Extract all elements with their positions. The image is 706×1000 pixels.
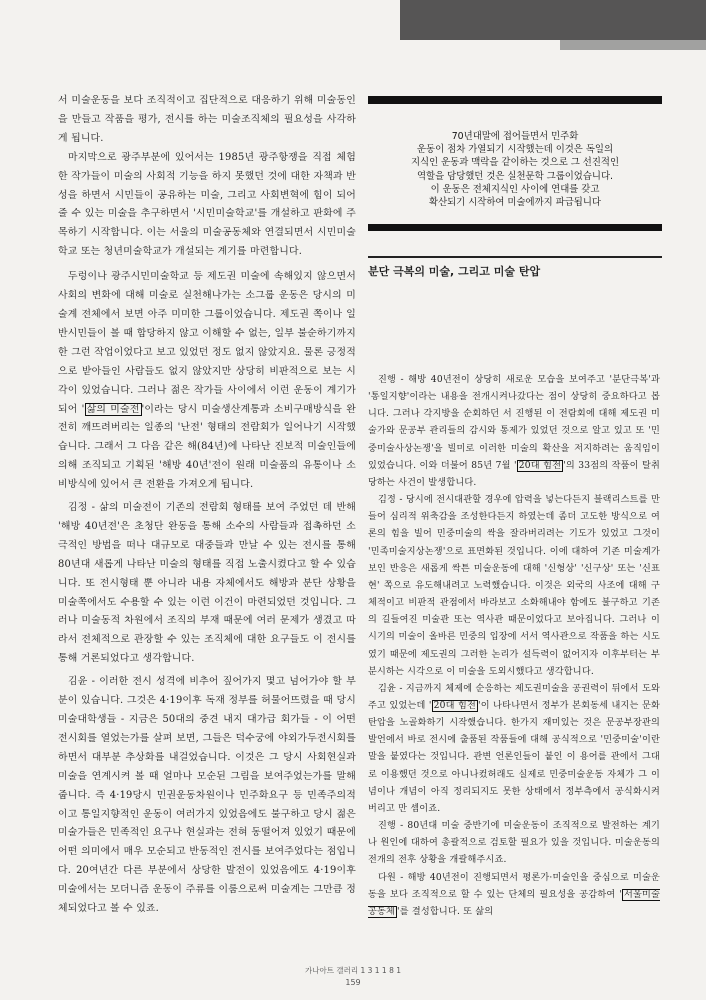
paragraph: 김윤 - 이러한 전시 성격에 비추어 짚어가지 몇고 넘어가야 할 부분이 있습니다. 그것은 4·19이후 독재 정부를 허물어뜨렸을 때 당시 미술대학생들 - 지금은 50대의 중견 내지 대가급 회가들 - 이 어떤 전시회를 열었는가를 살펴 보면, 그들은 덕수궁에 야외가두전시회를 하면서 대부분 추상화를 내걸었습니다. 이것은 그 당시 사회현실과 미술을 연계시켜 볼 때 얼마나 모순된 그림을 보여주었는가를 말해 줍니다. 즉 4·19당시 민권운동차원이나 민주화요구 등 민족주의적이고 통일지향적인 운동이 여러가지 있었음에도 불구하고 당시 젊은 미술가들은 민족적인 요구나 현실과는 전혀 동떨어져 있었기 때문에 어떤 의미에서 매우 모순되고 반동적인 전시를 보여주었다는 점입니다. 20여년간 다른 부분에서 상당한 발전이 있었음에도 4·19이후 미술에서는 모더니즘 운동이 주류를 이룸으로써 미술계는 그만큼 정체되었다고 볼 수 있죠. <box>58 676 356 915</box>
highlighted-term: 20대 힘전 <box>433 700 477 711</box>
page-number: 159 <box>345 978 361 987</box>
paragraph: 서 미술운동을 보다 조직적이고 집단적으로 대응하기 위해 미술동인을 만들고 작품을 평가, 전시를 하는 미술조직체의 필요성을 사각하게 됩니다. <box>58 95 356 144</box>
paragraph: 진행 - 해방 40년전이 상당히 새로운 모습을 보여주고 '분단극복'과 '통일지향'이라는 내용을 전개시켜나갔다는 점이 상당히 중요하다고 봅니다. 그러나 각지방을 순회하던 서 진행된 이 전람회에 대해 제도권 미술가와 문공부 관리들의 감시와 통제가 있었던 것으로 알고 있고 또 '민중미술사상논쟁'을 빌미로 이러한 미술의 확산을 저지하려는 움직임이 있었습니다. 이와 더불어 85년 7월 ' 20대 힘전 '의 33점의 작품이 탈취당하는 사건이 발생합니다. <box>368 375 661 488</box>
paragraph: 다원 - 해방 40년전이 진행되면서 평론가·미술인을 중심으로 미술운동을 보다 조직적으로 할 수 있는 단체의 필요성을 공감하여 ' 서울미술공동체 '를 결성합니다. 또 삶의 <box>368 872 660 917</box>
scan-corner-shadow-edge <box>560 40 706 50</box>
pull-quote <box>368 96 662 231</box>
paragraph: 마지막으로 광주부분에 있어서는 1985년 광주항쟁을 직접 체험한 작가들이 미술의 사회적 기능을 하지 못했던 것에 대한 자책과 반성을 하면서 시민들이 공유하는 미술, 그리고 사회변혁에 힘이 되어줄 수 있는 미술을 추구하면서 '시민미술학교'를 개설하고 판화에 주목하기 시작합니다. 이는 서울의 미술공동체와 연결되면서 시민미술학교 또는 청년미술학교가 개설되는 계기를 마련합니다. <box>58 151 356 258</box>
page-footer-caption: 가나아트 갤러리 1 3 1 1 8 1 <box>304 966 402 975</box>
highlighted-term: 삶의 미술전 <box>86 403 140 415</box>
highlighted-term: 20대 힘전 <box>518 460 562 471</box>
paragraph: 진행 - 80년대 미술 중반기에 미술운동이 조직적으로 발전하는 계기나 원인에 대하여 총괄적으로 검토할 필요가 있을 것입니다. 미술운동의 전개의 전후 상황을 개괄해주시죠. <box>368 821 660 866</box>
right-column <box>368 372 660 921</box>
paragraph: 김정 - 삶의 미술전이 기존의 전람회 형태를 보여 주었던 데 반해 '해방 40년전'은 초청단 완동을 통해 소수의 사람들과 접촉하던 소극적인 방법을 떠나 대규모로 대중들과 만날 수 있는 전시를 통해 80년대 새롭게 나타난 미술의 형태를 직접 노출시켰다고 할 수 있습니다. 또 전시형태 뿐 아니라 내용 자체에서도 해방과 분단 상황을 미술쪽에서도 수용할 수 있는 이런 이건이 마련되었던 것입니다. 그러나 미술동적 차원에서 조직의 부재 때문에 여러 문제가 생겼고 따라서 전체적으로 관장할 수 있는 조직체에 대한 요구들도 이 전시를 통해 거론되었다고 생각합니다. <box>58 502 356 665</box>
pull-quote-text: 70년대말에 접어들면서 민주화 운동이 점차 가열되기 시작했는데 이것은 독일의 지식인 운동과 맥락을 같이하는 것으로 그 선진적인 역할을 담당했던 것은 실천문학 그룹이었습니다. 이 운동은 전체지식인 사이에 연대를 갖고 확산되기 시작하여 미술에까지 파급됩니다 <box>410 131 620 209</box>
section-divider <box>368 256 662 258</box>
quote-rule-bottom <box>368 224 662 231</box>
paragraph: 두렁이나 광주시민미술학교 등 제도권 미술에 속해있지 않으면서 사회의 변화에 대해 미술로 실천해나가는 소그룹 운동은 당시의 미술계 전체에서 보면 아주 미미한 그룹이었습니다. 제도권 쪽이나 일반시민들이 볼 때 합당하지 않고 이해할 수 없는, 일부 불순하기까지 한 그런 작업이었다고 보고 있었던 정도 없지 않았지요. 물론 긍정적으로 받아들인 사람들도 없지 않았지만 상당히 비판적으로 보는 시각이 있었습니다. 그러나 젊은 작가들 사이에서 이런 운동이 계기가 되어 ' 삶의 미술전 '이라는 당시 미술생산계통과 소비구매방식을 완전히 깨뜨려버리는 일종의 '난전' 형태의 전람회가 일어나기 시작했습니다. 그래서 그 다음 같은 해(84년)에 나타난 진보적 미술인들에 의해 조직되고 기획된 '해방 40년'전이 원래 미술품의 유통이나 소비방식에 있어서 큰 전환을 가져오게 됩니다. <box>58 271 356 491</box>
quote-rule-top <box>368 96 662 104</box>
paragraph: 김윤 - 지금까지 체제에 순응하는 제도권미술을 공권력이 뒤에서 도와주고 있었는데 ' 20대 힘전 '이 나타나면서 정부가 본회동세 내지는 문화탄압을 노골화하기 시작했습니다. 한가지 재미있는 것은 문공부장관의 발언에서 바로 전시에 출품된 작품들에 대해 공식적으로 '민중미술'이란 말을 붙였다는 것입니다. 관변 언론인들이 붙인 이 용어를 관에서 그대로 이용했던 것으로 아니나컸허래도 실제로 민중미술운동 자체가 그 이념이나 개념이 아직 정리되지도 못한 상태에서 정부측에서 공식화시켜버리고 만 셈이죠. <box>368 683 660 814</box>
highlighted-term: 서울미술공동체 <box>368 889 660 917</box>
scan-corner-shadow <box>400 0 706 40</box>
section-heading: 분단 극복의 미술, 그리고 미술 탄압 <box>368 265 541 278</box>
left-column <box>58 92 356 919</box>
paragraph: 김정 - 당시에 전시대관할 경우에 압력을 넣는다든지 블랙리스트를 만들어 심리적 위축감을 조성한다든지 하였는데 좀더 고도한 방식으로 여론의 힘을 빌어 민중미술의 싹을 잘라버리려는 기도가 있었고 그것이 '민족미술지상논쟁'으로 표면화된 것입니다. 이에 대하여 기존 미술계가 보인 반응은 새롭게 싹튼 미술운동에 대해 '신형상' '신구상' 또는 '신표현' 쪽으로 유도해내려고 노력했습니다. 이것은 외국의 사조에 대해 구체적이고 비판적 관점에서 바라보고 소화해내야 함에도 불구하고 기존의 길들여진 미술관 또는 역사관 때문이었다고 보아집니다. 그러나 이 시기의 미술이 올바른 민중의 입장에 서서 역사관으로 작품을 하는 시도였기 때문에 제도권의 그러한 논리가 설득력이 없어지자 이후부터는 부분시하는 시각으로 이 미술을 도외시했다고 생각합니다. <box>368 495 660 677</box>
